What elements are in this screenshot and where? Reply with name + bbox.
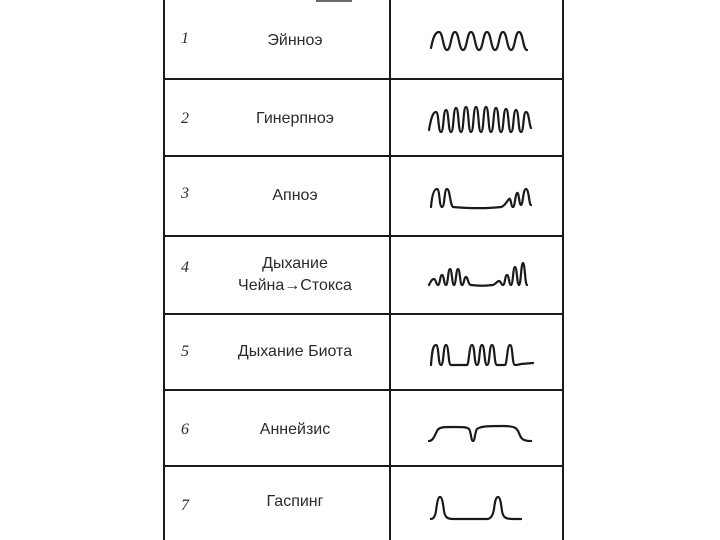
cheyne-stokes-wave-icon [423, 255, 537, 295]
apneusis-wave-icon [423, 411, 537, 451]
hyperpnea-wave-icon [423, 100, 537, 140]
row-number: 3 [181, 185, 189, 202]
gasping-wave-icon [423, 487, 537, 527]
row-number: 2 [181, 110, 189, 127]
name-line-2: Чейна→Стокса [238, 277, 352, 294]
table-row [165, 157, 562, 237]
table-row [165, 237, 562, 315]
breathing-types-table [163, 0, 564, 540]
breathing-type-name [191, 253, 399, 297]
breathing-type-name: Гинерпноэ [256, 110, 334, 127]
eupnea-wave-icon [423, 22, 537, 62]
table-row [165, 315, 562, 391]
table-row [165, 80, 562, 157]
apnea-wave-icon [423, 177, 537, 217]
table-row [165, 0, 562, 80]
breathing-type-name: Эйнноэ [267, 32, 323, 49]
row-number: 6 [181, 421, 189, 438]
table-row [165, 467, 562, 540]
breathing-type-name: Гаспинг [266, 493, 324, 510]
row-number: 7 [181, 497, 189, 514]
row-number: 4 [181, 259, 189, 276]
table-row [165, 391, 562, 467]
breathing-type-name: Аннейзис [259, 421, 331, 438]
row-number: 5 [181, 343, 189, 360]
name-line-1: Дыхание [262, 255, 328, 272]
row-number: 1 [181, 30, 189, 47]
breathing-type-name: Дыхание Биота [237, 343, 353, 360]
breathing-type-name: Апноэ [272, 187, 318, 204]
biot-wave-icon [423, 333, 537, 373]
